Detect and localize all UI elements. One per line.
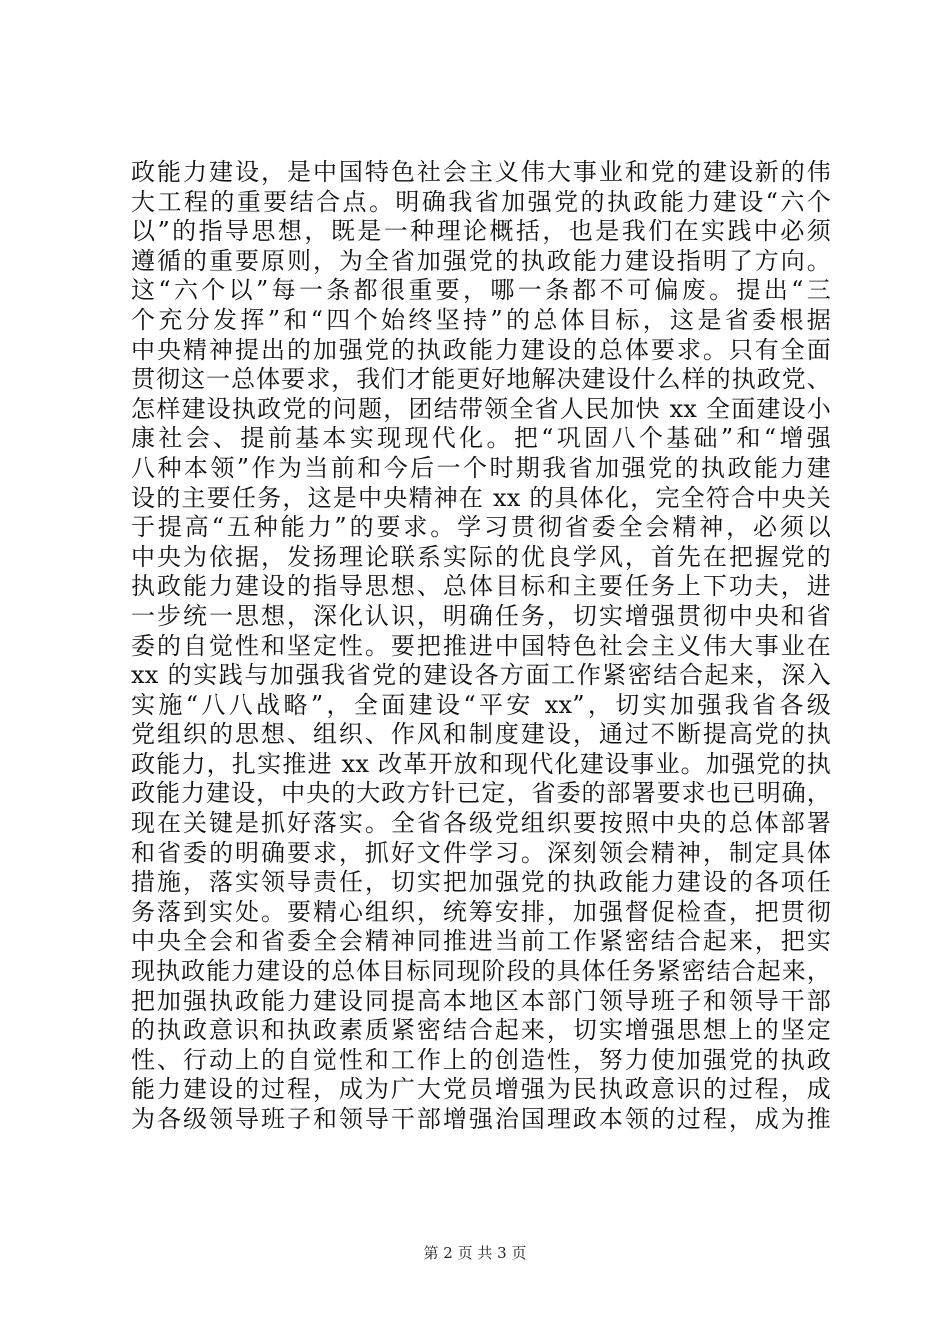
page-number-footer: 第 2 页 共 3 页 bbox=[423, 1244, 527, 1262]
text-line: 以”的指导思想，既是一种理论概括，也是我们在实践中必须 bbox=[131, 217, 831, 246]
text-line: 政能力建设，是中国特色社会主义伟大事业和党的建设新的伟 bbox=[131, 158, 831, 186]
text-line: 现在关键是抓好落实。全省各级党组织要按照中央的总体部署 bbox=[131, 809, 831, 838]
text-line: 大工程的重要结合点。明确我省加强党的执政能力建设“六个 bbox=[131, 187, 831, 216]
text-line: 中央精神提出的加强党的执政能力建设的总体要求。只有全面 bbox=[131, 335, 831, 364]
text-line: 和省委的明确要求，抓好文件学习。深刻领会精神，制定具体 bbox=[131, 838, 831, 867]
text-line: 这“六个以”每一条都很重要，哪一条都不可偏废。提出“三 bbox=[131, 276, 831, 305]
text-line: 贯彻这一总体要求，我们才能更好地解决建设什么样的执政党、 bbox=[131, 365, 831, 394]
text-line: 委的自觉性和坚定性。要把推进中国特色社会主义伟大事业在 bbox=[131, 631, 831, 660]
text-line: 措施，落实领导责任，切实把加强党的执政能力建设的各项任 bbox=[131, 868, 831, 897]
text-line: 实施“八八战略”，全面建设“平安 xx”，切实加强我省各级 bbox=[131, 690, 831, 719]
text-line: 的执政意识和执政素质紧密结合起来，切实增强思想上的坚定 bbox=[131, 1016, 831, 1045]
text-line: 个充分发挥”和“四个始终坚持”的总体目标，这是省委根据 bbox=[131, 305, 831, 334]
text-line: 能力建设的过程，成为广大党员增强为民执政意识的过程，成 bbox=[131, 1075, 831, 1104]
text-line: 党组织的思想、组织、作风和制度建设，通过不断提高党的执 bbox=[131, 720, 831, 749]
document-body bbox=[131, 158, 831, 1135]
text-line: xx 的实践与加强我省党的建设各方面工作紧密结合起来，深入 bbox=[131, 661, 831, 690]
text-line: 中央为依据，发扬理论联系实际的优良学风，首先在把握党的 bbox=[131, 542, 831, 571]
text-line: 务落到实处。要精心组织，统筹安排，加强督促检查，把贯彻 bbox=[131, 897, 831, 926]
text-line: 遵循的重要原则，为全省加强党的执政能力建设指明了方向。 bbox=[131, 246, 831, 275]
text-line: 现执政能力建设的总体目标同现阶段的具体任务紧密结合起来， bbox=[131, 957, 831, 986]
text-line: 怎样建设执政党的问题，团结带领全省人民加快 xx 全面建设小 bbox=[131, 394, 831, 423]
text-line: 一步统一思想，深化认识，明确任务，切实增强贯彻中央和省 bbox=[131, 601, 831, 630]
text-line: 中央全会和省委全会精神同推进当前工作紧密结合起来，把实 bbox=[131, 927, 831, 956]
text-line: 为各级领导班子和领导干部增强治国理政本领的过程，成为推 bbox=[131, 1105, 831, 1133]
text-line: 把加强执政能力建设同提高本地区本部门领导班子和领导干部 bbox=[131, 986, 831, 1015]
text-line: 执政能力建设的指导思想、总体目标和主要任务上下功夫，进 bbox=[131, 572, 831, 601]
text-line: 政能力，扎实推进 xx 改革开放和现代化建设事业。加强党的执 bbox=[131, 749, 831, 778]
text-line: 性、行动上的自觉性和工作上的创造性，努力使加强党的执政 bbox=[131, 1045, 831, 1074]
text-line: 八种本领”作为当前和今后一个时期我省加强党的执政能力建 bbox=[131, 453, 831, 482]
text-line: 设的主要任务，这是中央精神在 xx 的具体化，完全符合中央关 bbox=[131, 483, 831, 512]
text-line: 政能力建设，中央的大政方针已定，省委的部署要求也已明确， bbox=[131, 779, 831, 808]
text-line: 康社会、提前基本实现现代化。把“巩固八个基础”和“增强 bbox=[131, 424, 831, 453]
text-line: 于提高“五种能力”的要求。学习贯彻省委全会精神，必须以 bbox=[131, 513, 831, 542]
